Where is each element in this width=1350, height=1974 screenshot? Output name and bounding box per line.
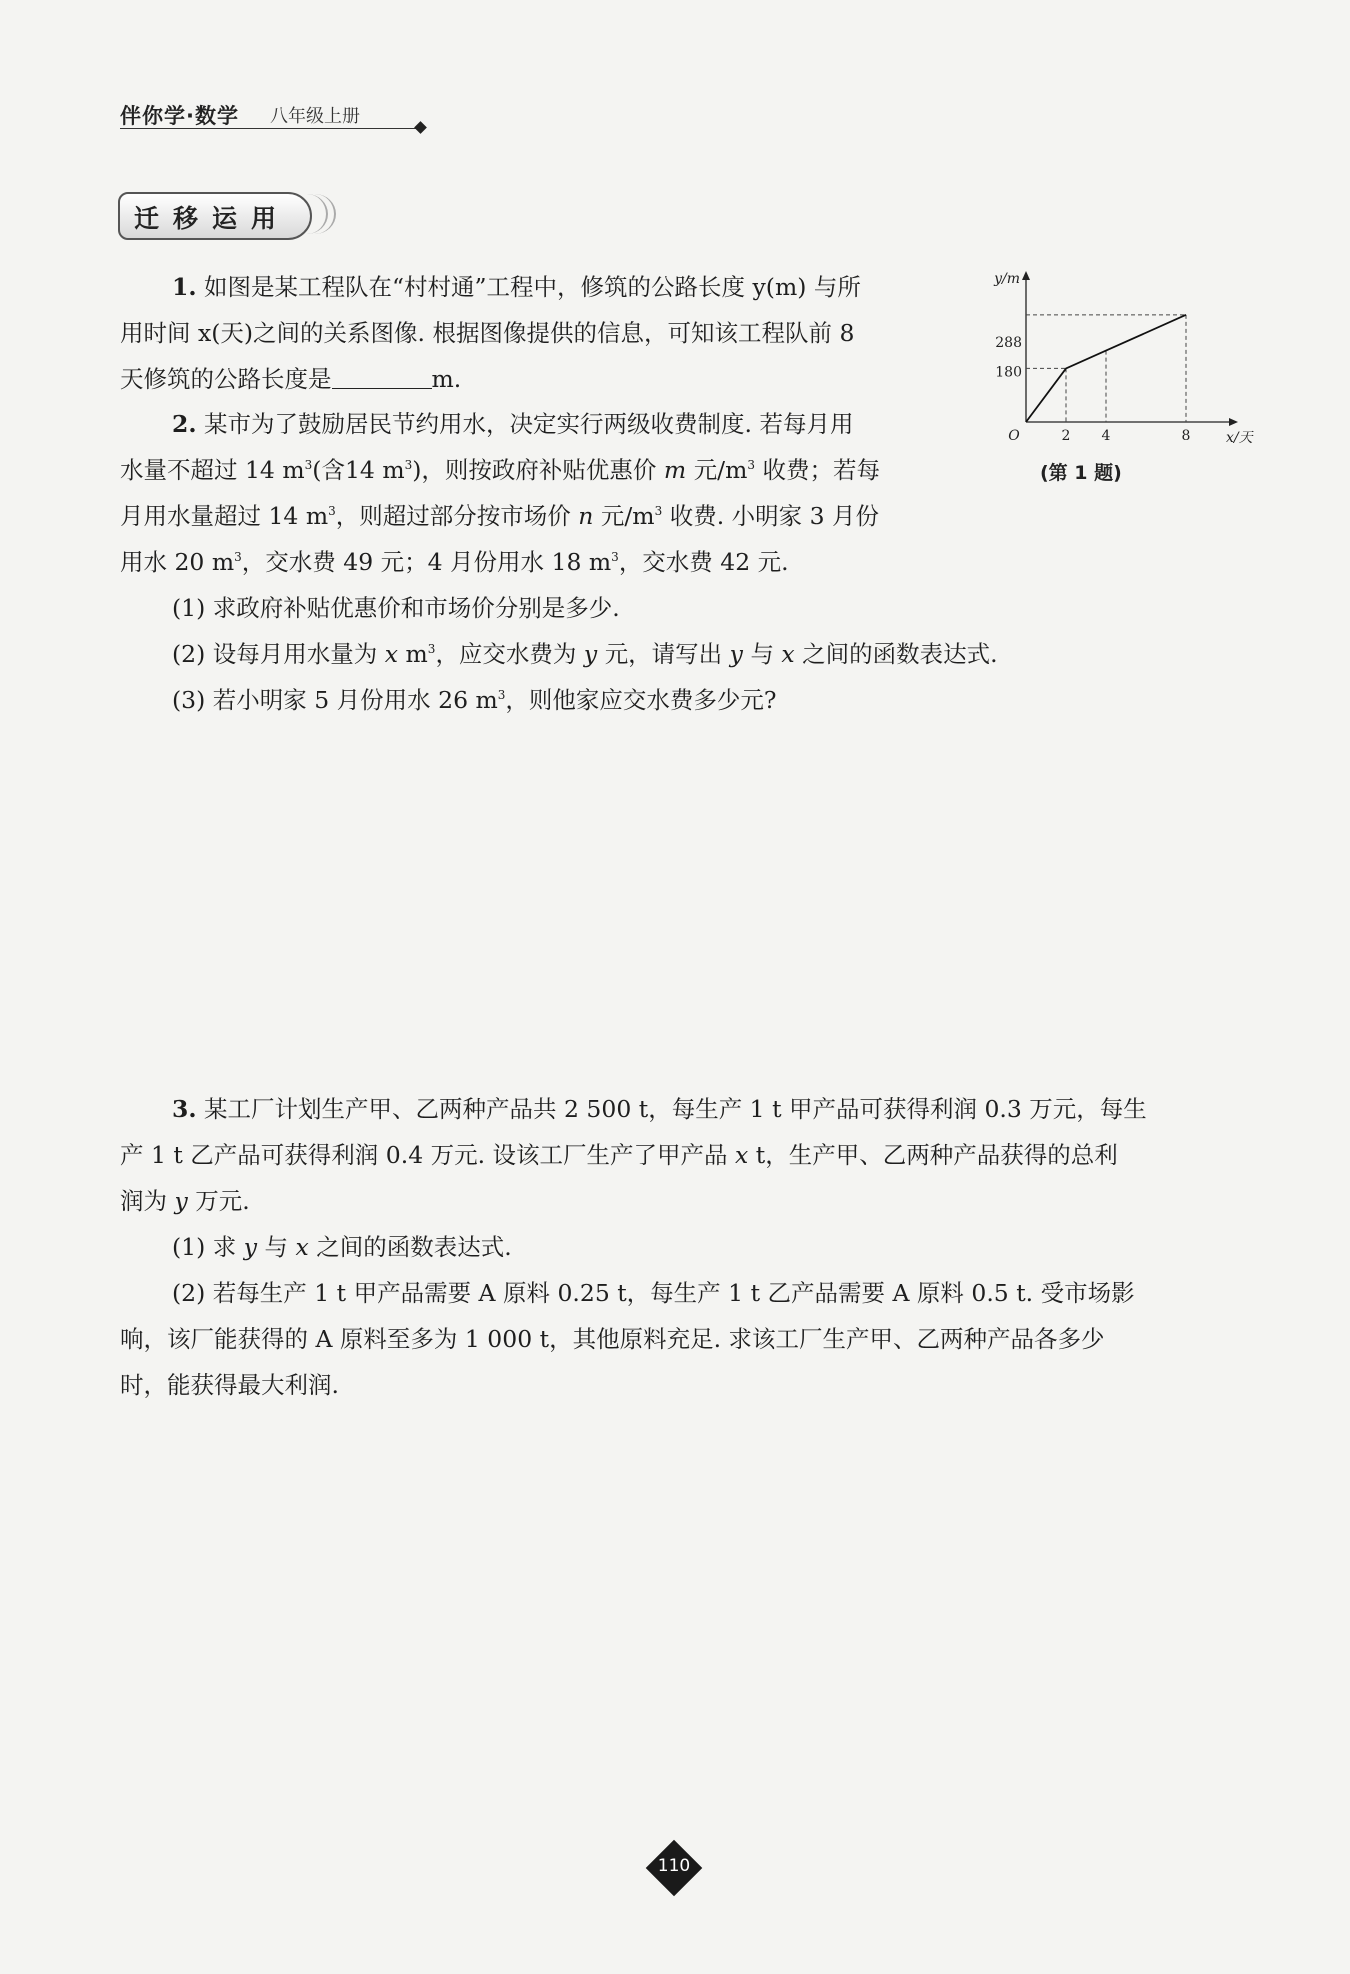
- y-axis-label: y/m: [994, 271, 1020, 287]
- chart-caption: (第 1 题): [1040, 462, 1122, 484]
- problem-1-chart: [988, 271, 1253, 452]
- problem-3: [120, 1086, 1232, 1224]
- problem-1-number: 1.: [172, 273, 197, 301]
- origin-label: O: [1008, 428, 1020, 444]
- header-rule: [120, 128, 420, 129]
- problem-2-line-1: 2. 某市为了鼓励居民节约用水，决定实行两级收费制度. 若每月用: [172, 410, 854, 438]
- problem-2: [120, 401, 972, 585]
- problem-3-line-1: 3. 某工厂计划生产甲、乙两种产品共 2 500 t，每生产 1 t 甲产品可获得利润 0.3 万元，每生: [172, 1095, 1147, 1123]
- running-header: [120, 96, 430, 132]
- problem-3-q2-line-3: 时，能获得最大利润.: [120, 1371, 339, 1399]
- problem-2-q2: (2) 设每月用水量为 x $m^3$，应交水费为 y 元，请写出 y 与 x 之间的函数表达式.: [172, 640, 998, 668]
- problem-2-line-3: 月用水量超过 14 $m^3$，则超过部分按市场价 n 元$/m^3$ 收费. 小明家 3 月份: [120, 502, 880, 530]
- problem-2-number: 2.: [172, 410, 197, 438]
- problem-2-questions: [172, 585, 1232, 723]
- y-tick-label: 288: [995, 334, 1022, 351]
- section-title: 迁移运用: [134, 204, 291, 233]
- x-axis-label: x/天: [1226, 430, 1253, 446]
- answer-blank[interactable]: [332, 366, 432, 389]
- problem-2-q1: (1) 求政府补贴优惠价和市场价分别是多少.: [172, 594, 620, 622]
- problem-3-q2-line-2: 响，该厂能获得的 A 原料至多为 1 000 t，其他原料充足. 求该工厂生产甲、乙两种产品各多少: [120, 1325, 1105, 1353]
- problem-2-line-2: 水量不超过 14 $m^3$(含14 $m^3$)，则按政府补贴优惠价 m 元$/m^3$ 收费；若每: [120, 456, 881, 484]
- x-tick-label: 8: [1181, 428, 1191, 444]
- y-axis-arrow-icon: [1022, 271, 1030, 280]
- diamond-icon: [414, 121, 427, 134]
- page-number: 110: [657, 1856, 691, 1876]
- problem-3-q1: (1) 求 y 与 x 之间的函数表达式.: [172, 1233, 512, 1261]
- problem-3-line-2: 产 1 t 乙产品可获得利润 0.4 万元. 设该工厂生产了甲产品 x t，生产甲、乙两种产品获得的总利: [120, 1141, 1118, 1169]
- section-badge: [118, 192, 336, 240]
- x-axis-arrow-icon: [1229, 418, 1238, 426]
- problem-1-line-2: 用时间 x(天)之间的关系图像. 根据图像提供的信息，可知该工程队前 8: [120, 319, 855, 347]
- line-chart: [988, 271, 1253, 452]
- problem-1-line-3: 天修筑的公路长度是 m.: [120, 365, 462, 393]
- problem-2-line-4: 用水 20 $m^3$，交水费 49 元；4 月份用水 18 $m^3$，交水费 42 元.: [120, 548, 789, 576]
- problem-2-q3: (3) 若小明家 5 月份用水 26 $m^3$，则他家应交水费多少元?: [172, 686, 777, 714]
- x-tick-label: 2: [1061, 428, 1071, 444]
- grade-label: 八年级上册: [270, 106, 360, 127]
- problem-1: [120, 264, 972, 402]
- y-tick-label: 180: [995, 364, 1022, 381]
- problem-1-line-1: 1. 如图是某工程队在“村村通”工程中，修筑的公路长度 y(m) 与所: [172, 273, 861, 301]
- page-number-badge: [646, 1840, 702, 1896]
- book-title: 伴你学·数学: [120, 104, 239, 128]
- problem-3-questions: [120, 1224, 1232, 1408]
- problem-3-number: 3.: [172, 1095, 197, 1123]
- problem-3-line-3: 润为 y 万元.: [120, 1187, 250, 1215]
- problem-3-q2-line-1: (2) 若每生产 1 t 甲产品需要 A 原料 0.25 t，每生产 1 t 乙产品需要 A 原料 0.5 t. 受市场影: [172, 1279, 1135, 1307]
- x-tick-label: 4: [1101, 428, 1111, 444]
